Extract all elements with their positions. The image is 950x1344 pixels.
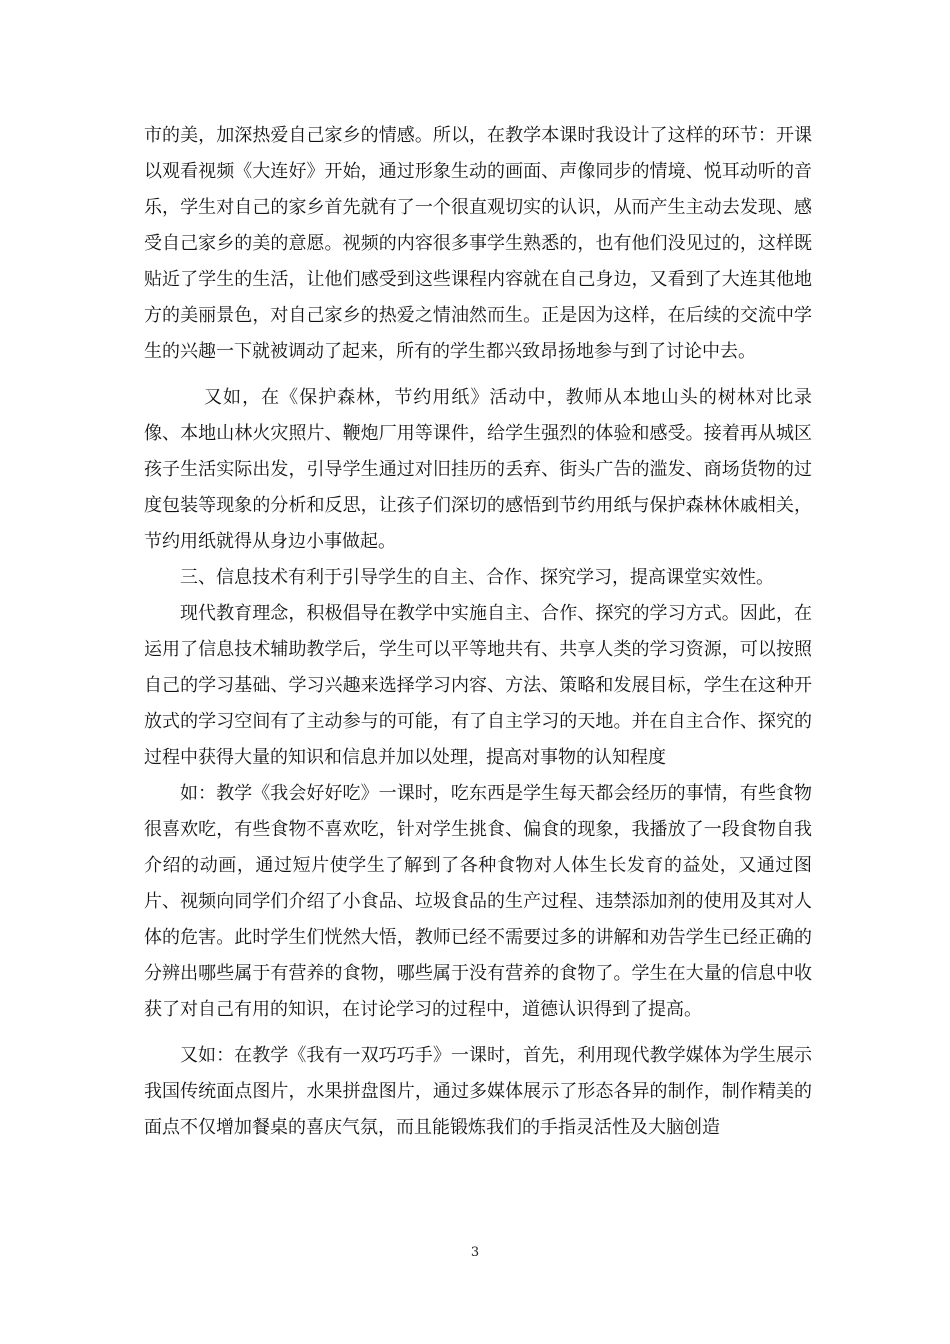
paragraph-continuation: 市的美，加深热爱自己家乡的情感。所以，在教学本课时我设计了这样的环节：开课以观看视频《大连好》开始，通过形象生动的画面、声像同步的情境、悦耳动听的音乐，学生对自己的家乡首先就有了一个很直观切实的认识，从而产生主动去发现、感受自己家乡的美的意愿。视频的内容很多事学生熟悉的，也有他们没见过的，这样既贴近了学生的生活，让他们感受到这些课程内容就在自己身边，又看到了大连其他地方的美丽景色，对自己家乡的热爱之情油然而生。正是因为这样，在后续的交流中学生的兴趣一下就被调动了起来，所有的学生都兴致昂扬地参与到了讨论中去。 <box>144 125 812 362</box>
body-text <box>144 118 812 1146</box>
paragraph-food-example: 如：教学《我会好好吃》一课时，吃东西是学生每天都会经历的事情，有些食物很喜欢吃，有些食物不喜欢吃，针对学生挑食、偏食的现象，我播放了一段食物自我介绍的动画，通过短片使学生了解到了各种食物对人体生长发育的益处，又通过图片、视频向同学们介绍了小食品、垃圾食品的生产过程、违禁添加剂的使用及其对人体的危害。此时学生们恍然大悟，教师已经不需要过多的讲解和劝告学生已经正确的分辨出哪些属于有营养的食物，哪些属于没有营养的食物了。学生在大量的信息中收获了对自己有用的知识，在讨论学习的过程中，道德认识得到了提高。 <box>144 783 812 1020</box>
paragraph-handicraft-example: 又如：在教学《我有一双巧巧手》一课时，首先，利用现代教学媒体为学生展示我国传统面点图片，水果拼盘图片，通过多媒体展示了形态各异的制作，制作精美的面点不仅增加餐桌的喜庆气氛，而且能锻炼我们的手指灵活性及大脑创造 <box>144 1045 812 1138</box>
page-number: 3 <box>470 1245 480 1260</box>
paragraph-forest-example: 又如，在《保护森林，节约用纸》活动中，教师从本地山头的树林对比录像、本地山林火灾照片、鞭炮厂用等课件，给学生强烈的体验和感受。接着再从城区孩子生活实际出发，引导学生通过对旧挂历的丢弃、街头广告的滥发、商场货物的过度包装等现象的分析和反思，让孩子们深切的感悟到节约用纸与保护森林休戚相关，节约用纸就得从身边小事做起。 <box>144 387 812 552</box>
paragraph-modern-education: 现代教育理念，积极倡导在教学中实施自主、合作、探究的学习方式。因此，在运用了信息技术辅助教学后，学生可以平等地共有、共享人类的学习资源，可以按照自己的学习基础、学习兴趣来选择学习内容、方法、策略和发展目标，学生在这种开放式的学习空间有了主动参与的可能，有了自主学习的天地。并在自主合作、探究的过程中获得大量的知识和信息并加以处理，提高对事物的认知程度 <box>144 603 812 768</box>
section-heading-three: 三、信息技术有利于引导学生的自主、合作、探究学习，提高课堂实效性。 <box>180 567 774 588</box>
